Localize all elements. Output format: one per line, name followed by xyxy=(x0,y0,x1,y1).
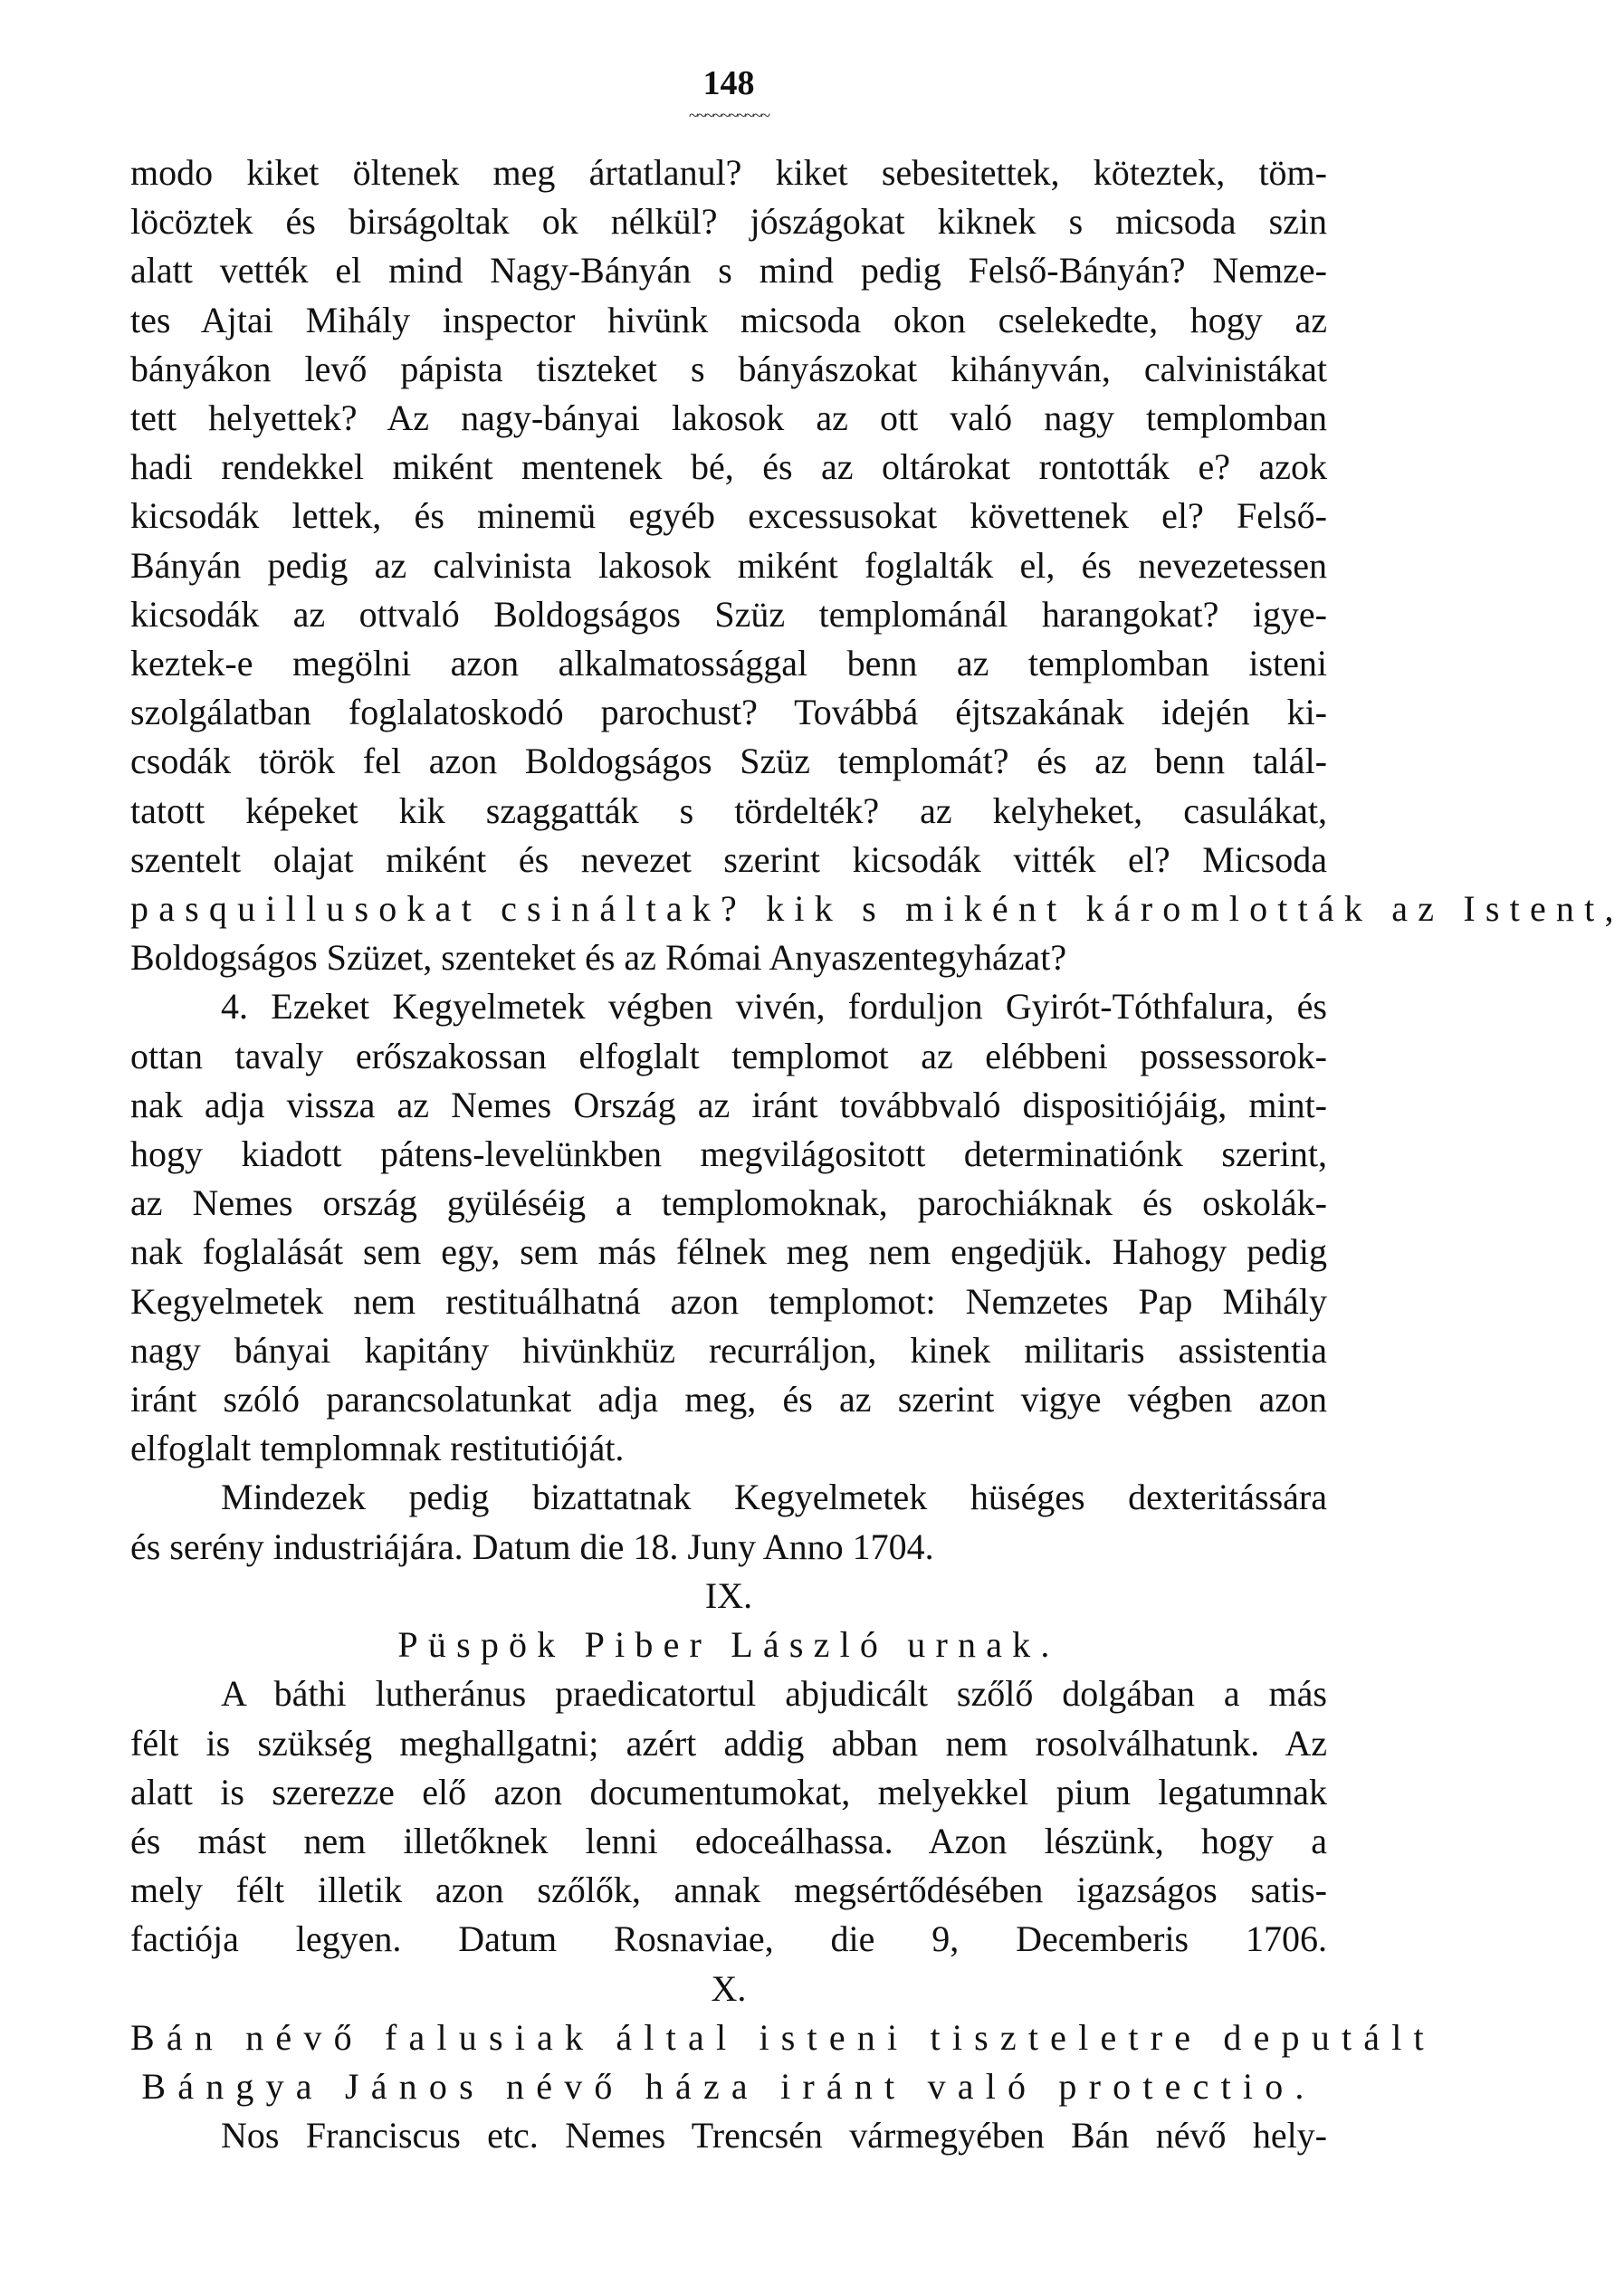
text-line: és mást nem illetőknek lenni edoceálhassa. Azon lészünk, hogy a xyxy=(130,1820,1327,1861)
section-x xyxy=(130,1965,1436,2161)
section-ix xyxy=(130,1572,1327,1965)
text-line: félt is szükség meghallgatni; azért addig abban nem rosolválhatunk. Az xyxy=(130,1722,1327,1764)
text-line: kicsodák az ottvaló Boldogságos Szüz templománál harangokat? igye- xyxy=(130,593,1327,635)
page xyxy=(130,63,1624,2160)
closing-paragraph xyxy=(130,1473,1327,1571)
section-viii-continuation xyxy=(130,148,1624,982)
text-line: és serény industriájára. Datum die 18. Juny Anno 1704. xyxy=(130,1525,934,1567)
text-line-spaced: pasquillusokat csináltak? kik s miként káromlották az Istent, xyxy=(130,888,1624,930)
text-line: mely félt illetik azon szőlők, annak megsértődésében igazságos satis- xyxy=(130,1870,1327,1911)
text-line: ottan tavaly erőszakossan elfoglalt templomot az elébbeni possessorok- xyxy=(130,1035,1327,1076)
text-line: kicsodák lettek, és minemü egyéb excessusokat követtenek el? Felső- xyxy=(130,495,1327,537)
text-line: bányákon levő pápista tiszteket s bányászokat kihányván, calvinistákat xyxy=(130,348,1327,389)
text-line: tett helyettek? Az nagy-bányai lakosok az ott való nagy templomban xyxy=(130,397,1327,439)
section-title: Bángya János névő háza iránt való protectio. xyxy=(141,2065,1316,2107)
text-line: hadi rendekkel miként mentenek bé, és az oltárokat rontották e? azok xyxy=(130,446,1327,488)
section-numeral: X. xyxy=(711,1967,747,2009)
text-line: iránt szóló parancsolatunkat adja meg, és az szerint vigye végben azon xyxy=(130,1379,1327,1420)
text-line: keztek-e megölni azon alkalmatossággal benn az templomban isteni xyxy=(130,643,1327,684)
text-line: tatott képeket kik szaggatták s tördelték? az kelyheket, casulákat, xyxy=(130,789,1327,831)
text-line: nak foglalását sem egy, sem más félnek meg nem engedjük. Hahogy pedig xyxy=(130,1231,1327,1273)
text-line: az Nemes ország gyüléséig a templomoknak, parochiáknak és oskolák- xyxy=(130,1182,1327,1224)
text-line: nak adja vissza az Nemes Ország az iránt továbbvaló dispositiójáig, mint- xyxy=(130,1084,1327,1125)
paragraph-4 xyxy=(130,982,1327,1473)
text-line: alatt is szerezze elő azon documentumokat, melyekkel pium legatumnak xyxy=(130,1771,1327,1812)
text-line: Kegyelmetek nem restituálhatná azon templomot: Nemzetes Pap Mihály xyxy=(130,1280,1327,1322)
text-line: csodák török fel azon Boldogságos Szüz templomát? és az benn talál- xyxy=(130,741,1327,782)
text-line: tes Ajtai Mihály inspector hivünk micsoda okon cselekedte, hogy az xyxy=(130,299,1327,340)
text-line: alatt vették el mind Nagy-Bányán s mind pedig Felső-Bányán? Nemze- xyxy=(130,250,1327,292)
text-line: Mindezek pedig bizattatnak Kegyelmetek hüséges dexteritássára xyxy=(221,1477,1327,1518)
text-line: elfoglalt templomnak restitutióját. xyxy=(130,1428,625,1469)
text-line: Bányán pedig az calvinista lakosok miként foglalták el, és nevezetessen xyxy=(130,544,1327,586)
text-line: Boldogságos Szüzet, szenteket és az Római Anyaszentegyházat? xyxy=(130,937,1067,979)
text-line: szentelt olajat miként és nevezet szerint kicsodák vitték el? Micsoda xyxy=(130,838,1327,880)
text-line: 4. Ezeket Kegyelmetek végben vivén, forduljon Gyirót-Tóthfalura, és xyxy=(221,986,1327,1028)
text-line: modo kiket öltenek meg ártatlanul? kiket sebesitettek, köteztek, töm- xyxy=(130,152,1327,193)
text-line: löcöztek és birságoltak ok nélkül? jószágokat kiknek s micsoda szin xyxy=(130,201,1327,243)
page-number-ornament: ~~~~~~~~~~ xyxy=(688,106,769,126)
text-line: A báthi lutheránus praedicatortul abjudicált szőlő dolgában a más xyxy=(221,1673,1327,1715)
text-line: szolgálatban foglalatoskodó parochust? Továbbá éjtszakának idején ki- xyxy=(130,692,1327,733)
section-numeral: IX. xyxy=(704,1574,753,1616)
page-number: 148 xyxy=(702,64,755,102)
text-line: factiója legyen. Datum Rosnaviae, die 9, Decemberis 1706. xyxy=(130,1918,1327,1960)
text-line: hogy kiadott pátens-levelünkben megvilágositott determinatiónk szerint, xyxy=(130,1133,1327,1175)
section-title: Bán névő falusiak által isteni tiszteletre deputált xyxy=(130,2016,1436,2058)
text-line: nagy bányai kapitány hivünkhüz recurráljon, kinek militaris assistentia xyxy=(130,1329,1327,1371)
text-line: Nos Franciscus etc. Nemes Trencsén vármegyében Bán névő hely- xyxy=(221,2115,1327,2156)
section-title: Püspök Piber László urnak. xyxy=(397,1624,1060,1666)
